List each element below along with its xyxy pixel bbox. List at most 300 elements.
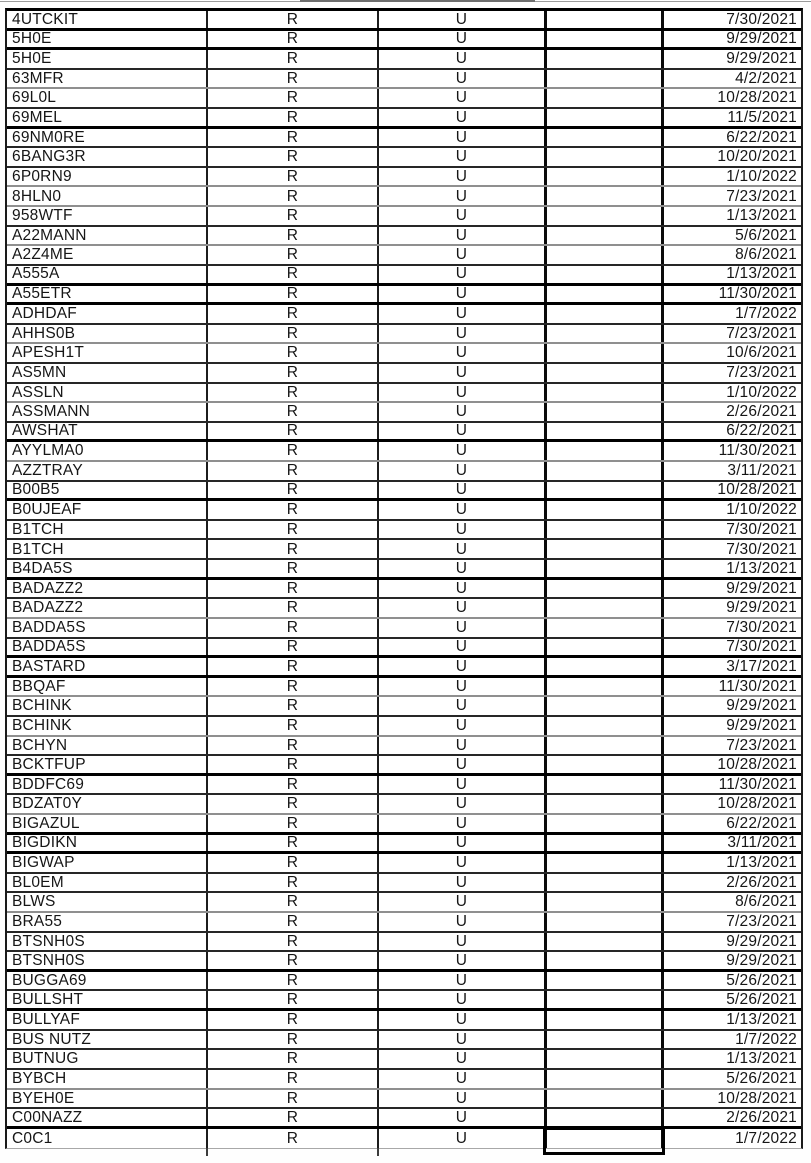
- status-cell: R: [208, 305, 379, 323]
- empty-cell: [547, 207, 664, 225]
- table-row: [7, 403, 801, 423]
- plate-cell: AYYLMA0: [7, 442, 208, 460]
- plate-cell: BULLSHT: [7, 991, 208, 1008]
- plate-cell: BUTNUG: [7, 1050, 208, 1068]
- table-row: [7, 482, 801, 502]
- status-cell: R: [208, 31, 379, 48]
- records-table: [5, 8, 803, 1149]
- status-cell: U: [379, 423, 547, 440]
- plate-cell: BL0EM: [7, 874, 208, 892]
- plate-cell: ASSLN: [7, 384, 208, 402]
- table-row: [7, 305, 801, 325]
- date-cell: 9/29/2021: [726, 932, 797, 950]
- empty-cell: [547, 462, 664, 480]
- table-row: [7, 384, 801, 404]
- plate-cell: APESH1T: [7, 344, 208, 362]
- date-cell: 8/6/2021: [735, 893, 797, 911]
- status-cell: R: [208, 286, 379, 303]
- status-cell: R: [208, 874, 379, 892]
- status-cell: R: [208, 619, 379, 637]
- empty-cell: [547, 1031, 664, 1049]
- plate-cell: 69NM0RE: [7, 129, 208, 147]
- table-row: [7, 148, 801, 168]
- plate-cell: BCHYN: [7, 737, 208, 755]
- empty-cell: [547, 580, 664, 598]
- table-row: [7, 1109, 801, 1129]
- table-row: [7, 286, 801, 306]
- status-cell: R: [208, 11, 379, 28]
- status-cell: R: [208, 580, 379, 598]
- empty-cell: [547, 423, 664, 440]
- plate-cell: BYBCH: [7, 1070, 208, 1088]
- status-cell: U: [379, 325, 547, 343]
- table-row: [7, 423, 801, 443]
- status-cell: R: [208, 325, 379, 343]
- table-row: [7, 109, 801, 129]
- plate-cell: C0C1: [7, 1129, 208, 1149]
- plate-cell: BTSNH0S: [7, 952, 208, 969]
- table-row: [7, 972, 801, 992]
- status-cell: R: [208, 344, 379, 362]
- table-row: [7, 835, 801, 855]
- plate-cell: BYEH0E: [7, 1090, 208, 1108]
- date-cell: 1/7/2022: [735, 305, 797, 323]
- status-cell: U: [379, 893, 547, 911]
- empty-cell: [547, 737, 664, 755]
- plate-cell: 4UTCKIT: [7, 11, 208, 28]
- plate-cell: BADDA5S: [7, 639, 208, 656]
- status-cell: U: [379, 619, 547, 637]
- empty-cell: [547, 1090, 664, 1108]
- empty-cell: [547, 384, 664, 402]
- status-cell: U: [379, 540, 547, 558]
- plate-cell: B0UJEAF: [7, 501, 208, 519]
- empty-cell: [547, 815, 664, 832]
- bold-border-empty-cell: [543, 1127, 665, 1155]
- table-row: [7, 364, 801, 384]
- empty-cell: [547, 854, 664, 872]
- empty-cell: [547, 952, 664, 969]
- status-cell: R: [208, 756, 379, 773]
- plate-cell: BRA55: [7, 913, 208, 931]
- date-cell: 11/30/2021: [718, 677, 797, 695]
- status-cell: U: [379, 933, 547, 951]
- status-cell: R: [208, 423, 379, 440]
- date-cell: 2/26/2021: [726, 403, 797, 421]
- status-cell: U: [379, 148, 547, 166]
- status-cell: U: [379, 1109, 547, 1126]
- plate-cell: 6BANG3R: [7, 148, 208, 166]
- date-cell: 7/23/2021: [726, 324, 797, 342]
- plate-cell: BCKTFUP: [7, 756, 208, 773]
- date-cell: 1/13/2021: [726, 854, 797, 872]
- empty-cell: [547, 639, 664, 656]
- status-cell: R: [208, 933, 379, 951]
- status-cell: R: [208, 913, 379, 931]
- date-cell: 6/22/2021: [726, 814, 797, 832]
- status-cell: R: [208, 795, 379, 813]
- date-cell: 3/17/2021: [726, 658, 797, 675]
- status-cell: U: [379, 403, 547, 421]
- table-row: [7, 1070, 801, 1090]
- status-cell: U: [379, 70, 547, 88]
- empty-cell: [547, 991, 664, 1008]
- table-row: [7, 1011, 801, 1031]
- plate-cell: B1TCH: [7, 521, 208, 539]
- status-cell: R: [208, 717, 379, 735]
- date-cell: 9/29/2021: [726, 50, 797, 68]
- empty-cell: [547, 70, 664, 88]
- status-cell: U: [379, 482, 547, 499]
- plate-cell: AZZTRAY: [7, 462, 208, 480]
- status-cell: R: [208, 89, 379, 107]
- empty-cell: [547, 933, 664, 951]
- date-cell: 9/29/2021: [726, 716, 797, 734]
- status-cell: R: [208, 815, 379, 832]
- status-cell: R: [208, 50, 379, 68]
- table-row: [7, 70, 801, 90]
- empty-cell: [547, 442, 664, 460]
- date-cell: 5/26/2021: [726, 1069, 797, 1087]
- status-cell: U: [379, 658, 547, 675]
- status-cell: U: [379, 89, 547, 107]
- status-cell: U: [379, 560, 547, 577]
- empty-cell: [547, 972, 664, 990]
- date-cell: 5/26/2021: [726, 971, 797, 989]
- date-cell: 10/28/2021: [717, 795, 797, 813]
- plate-cell: 5H0E: [7, 31, 208, 48]
- empty-cell: [547, 521, 664, 539]
- table-row: [7, 795, 801, 815]
- status-cell: R: [208, 972, 379, 990]
- plate-cell: C00NAZZ: [7, 1109, 208, 1126]
- status-cell: R: [208, 246, 379, 264]
- table-row: [7, 462, 801, 482]
- table-row: [7, 11, 801, 31]
- empty-cell: [547, 893, 664, 911]
- status-cell: R: [208, 129, 379, 147]
- status-cell: U: [379, 501, 547, 519]
- date-cell: 11/30/2021: [718, 775, 797, 793]
- status-cell: U: [379, 286, 547, 303]
- table-row: [7, 540, 801, 560]
- scan-artifact-border-stub: [206, 1148, 208, 1156]
- date-cell: 3/11/2021: [727, 834, 797, 852]
- empty-cell: [547, 364, 664, 382]
- empty-cell: [547, 266, 664, 283]
- status-cell: R: [208, 776, 379, 794]
- empty-cell: [547, 129, 664, 147]
- plate-cell: 958WTF: [7, 207, 208, 225]
- status-cell: R: [208, 893, 379, 911]
- date-cell: 1/7/2022: [735, 1030, 797, 1048]
- empty-cell: [547, 756, 664, 773]
- empty-cell: [547, 89, 664, 107]
- status-cell: U: [379, 11, 547, 28]
- table-row: [7, 737, 801, 757]
- table-row: [7, 501, 801, 521]
- date-cell: 9/29/2021: [726, 30, 797, 48]
- empty-cell: [547, 325, 664, 343]
- plate-cell: BUS NUTZ: [7, 1031, 208, 1049]
- date-cell: 1/13/2021: [726, 207, 797, 225]
- date-cell: 1/13/2021: [726, 560, 797, 577]
- table-row: [7, 952, 801, 972]
- status-cell: R: [208, 737, 379, 755]
- plate-cell: BIGDIKN: [7, 835, 208, 852]
- status-cell: R: [208, 1129, 379, 1149]
- table-row: [7, 246, 801, 266]
- date-cell: 1/13/2021: [726, 1011, 797, 1029]
- table-row: [7, 325, 801, 345]
- status-cell: U: [379, 815, 547, 832]
- empty-cell: [547, 403, 664, 421]
- empty-cell: [547, 31, 664, 48]
- table-row: [7, 89, 801, 109]
- status-cell: U: [379, 639, 547, 656]
- table-row: [7, 521, 801, 541]
- plate-cell: BULLYAF: [7, 1011, 208, 1029]
- scan-artifact-border-stub: [377, 1148, 379, 1156]
- date-cell: 7/23/2021: [726, 364, 797, 382]
- status-cell: U: [379, 874, 547, 892]
- status-cell: U: [379, 854, 547, 872]
- date-cell: 7/30/2021: [726, 520, 797, 538]
- date-cell: 6/22/2021: [726, 128, 797, 146]
- status-cell: U: [379, 1031, 547, 1049]
- status-cell: R: [208, 991, 379, 1008]
- status-cell: R: [208, 1090, 379, 1108]
- empty-cell: [547, 540, 664, 558]
- table-row: [7, 991, 801, 1011]
- plate-cell: BADAZZ2: [7, 599, 208, 617]
- status-cell: R: [208, 384, 379, 402]
- empty-cell: [547, 874, 664, 892]
- plate-cell: B4DA5S: [7, 560, 208, 577]
- plate-cell: BDDFC69: [7, 776, 208, 794]
- plate-cell: BASTARD: [7, 658, 208, 675]
- table-row: [7, 815, 801, 835]
- table-row: [7, 1129, 801, 1149]
- table-row: [7, 756, 801, 776]
- status-cell: U: [379, 795, 547, 813]
- status-cell: R: [208, 187, 379, 205]
- status-cell: R: [208, 854, 379, 872]
- status-cell: U: [379, 129, 547, 147]
- status-cell: R: [208, 540, 379, 558]
- empty-cell: [547, 776, 664, 794]
- empty-cell: [547, 109, 664, 126]
- status-cell: R: [208, 442, 379, 460]
- table-row: [7, 697, 801, 717]
- plate-cell: 69L0L: [7, 89, 208, 107]
- plate-cell: BUGGA69: [7, 972, 208, 990]
- empty-cell: [547, 1070, 664, 1088]
- date-cell: 9/29/2021: [726, 579, 797, 597]
- status-cell: U: [379, 1129, 547, 1149]
- date-cell: 10/28/2021: [717, 89, 797, 107]
- status-cell: R: [208, 1031, 379, 1049]
- table-row: [7, 874, 801, 894]
- empty-cell: [547, 619, 664, 637]
- date-cell: 10/20/2021: [717, 148, 797, 166]
- empty-cell: [547, 305, 664, 323]
- table-row: [7, 678, 801, 698]
- status-cell: R: [208, 1050, 379, 1068]
- table-row: [7, 187, 801, 207]
- plate-cell: 6P0RN9: [7, 168, 208, 186]
- empty-cell: [547, 168, 664, 186]
- date-cell: 9/29/2021: [726, 952, 797, 969]
- status-cell: U: [379, 972, 547, 990]
- status-cell: U: [379, 462, 547, 480]
- date-cell: 3/11/2021: [727, 462, 797, 480]
- table-row: [7, 31, 801, 51]
- status-cell: U: [379, 1011, 547, 1029]
- plate-cell: AS5MN: [7, 364, 208, 382]
- status-cell: R: [208, 697, 379, 715]
- empty-cell: [547, 1011, 664, 1029]
- status-cell: R: [208, 148, 379, 166]
- status-cell: R: [208, 1011, 379, 1029]
- table-row: [7, 933, 801, 953]
- status-cell: U: [379, 580, 547, 598]
- plate-cell: A55ETR: [7, 286, 208, 303]
- empty-cell: [547, 795, 664, 813]
- date-cell: 9/29/2021: [726, 599, 797, 617]
- date-cell: 9/29/2021: [726, 697, 797, 715]
- status-cell: R: [208, 599, 379, 617]
- status-cell: U: [379, 717, 547, 735]
- empty-cell: [547, 286, 664, 303]
- date-cell: 8/6/2021: [735, 246, 797, 264]
- table-row: [7, 344, 801, 364]
- plate-cell: B1TCH: [7, 540, 208, 558]
- status-cell: R: [208, 227, 379, 245]
- plate-cell: A22MANN: [7, 227, 208, 245]
- date-cell: 1/10/2022: [726, 383, 797, 401]
- status-cell: R: [208, 462, 379, 480]
- date-cell: 1/10/2022: [726, 167, 797, 185]
- empty-cell: [547, 501, 664, 519]
- status-cell: U: [379, 952, 547, 969]
- empty-cell: [547, 1109, 664, 1126]
- table-row: [7, 776, 801, 796]
- status-cell: R: [208, 678, 379, 696]
- date-cell: 7/30/2021: [726, 638, 797, 656]
- table-row: [7, 619, 801, 639]
- date-cell: 10/6/2021: [726, 344, 797, 362]
- plate-cell: ASSMANN: [7, 403, 208, 421]
- table-row: [7, 854, 801, 874]
- date-cell: 11/30/2021: [718, 442, 797, 460]
- date-cell: 6/22/2021: [726, 422, 797, 440]
- table-row: [7, 913, 801, 933]
- status-cell: U: [379, 187, 547, 205]
- status-cell: U: [379, 776, 547, 794]
- date-cell: 7/30/2021: [726, 540, 797, 558]
- date-cell: 5/6/2021: [735, 226, 797, 244]
- status-cell: U: [379, 442, 547, 460]
- status-cell: U: [379, 305, 547, 323]
- date-cell: 1/7/2022: [735, 1129, 797, 1147]
- plate-cell: BADDA5S: [7, 619, 208, 637]
- date-cell: 10/28/2021: [717, 481, 797, 499]
- empty-cell: [547, 599, 664, 617]
- table-row: [7, 227, 801, 247]
- status-cell: R: [208, 560, 379, 577]
- table-row: [7, 1090, 801, 1110]
- plate-cell: 5H0E: [7, 50, 208, 68]
- empty-cell: [547, 658, 664, 675]
- status-cell: U: [379, 835, 547, 852]
- status-cell: U: [379, 109, 547, 126]
- table-row: [7, 717, 801, 737]
- date-cell: 7/23/2021: [726, 736, 797, 754]
- date-cell: 2/26/2021: [726, 1109, 797, 1126]
- plate-cell: B00B5: [7, 482, 208, 499]
- status-cell: U: [379, 344, 547, 362]
- status-cell: R: [208, 364, 379, 382]
- plate-cell: AWSHAT: [7, 423, 208, 440]
- status-cell: R: [208, 482, 379, 499]
- date-cell: 7/30/2021: [726, 618, 797, 636]
- table-row: [7, 599, 801, 619]
- date-cell: 1/13/2021: [726, 1050, 797, 1068]
- empty-cell: [547, 246, 664, 264]
- status-cell: R: [208, 835, 379, 852]
- empty-cell: [547, 482, 664, 499]
- plate-cell: BCHINK: [7, 717, 208, 735]
- date-cell: 11/30/2021: [718, 285, 797, 303]
- empty-cell: [547, 717, 664, 735]
- status-cell: R: [208, 403, 379, 421]
- date-cell: 2/26/2021: [726, 873, 797, 891]
- status-cell: R: [208, 1070, 379, 1088]
- status-cell: U: [379, 50, 547, 68]
- plate-cell: AHHS0B: [7, 325, 208, 343]
- empty-cell: [547, 678, 664, 696]
- status-cell: R: [208, 1109, 379, 1126]
- table-row: [7, 50, 801, 70]
- status-cell: U: [379, 384, 547, 402]
- status-cell: U: [379, 207, 547, 225]
- status-cell: R: [208, 658, 379, 675]
- status-cell: U: [379, 364, 547, 382]
- date-cell: 4/2/2021: [735, 69, 797, 87]
- status-cell: U: [379, 678, 547, 696]
- empty-cell: [547, 1050, 664, 1068]
- status-cell: R: [208, 639, 379, 656]
- plate-cell: BCHINK: [7, 697, 208, 715]
- empty-cell: [547, 344, 664, 362]
- status-cell: R: [208, 521, 379, 539]
- date-cell: 11/5/2021: [727, 109, 797, 126]
- status-cell: R: [208, 109, 379, 126]
- plate-cell: BADAZZ2: [7, 580, 208, 598]
- empty-cell: [547, 697, 664, 715]
- plate-cell: BLWS: [7, 893, 208, 911]
- date-cell: 7/23/2021: [726, 187, 797, 205]
- status-cell: U: [379, 737, 547, 755]
- status-cell: U: [379, 31, 547, 48]
- table-row: [7, 168, 801, 188]
- status-cell: U: [379, 697, 547, 715]
- table-row: [7, 639, 801, 659]
- plate-cell: A555A: [7, 266, 208, 283]
- empty-cell: [547, 913, 664, 931]
- empty-cell: [547, 227, 664, 245]
